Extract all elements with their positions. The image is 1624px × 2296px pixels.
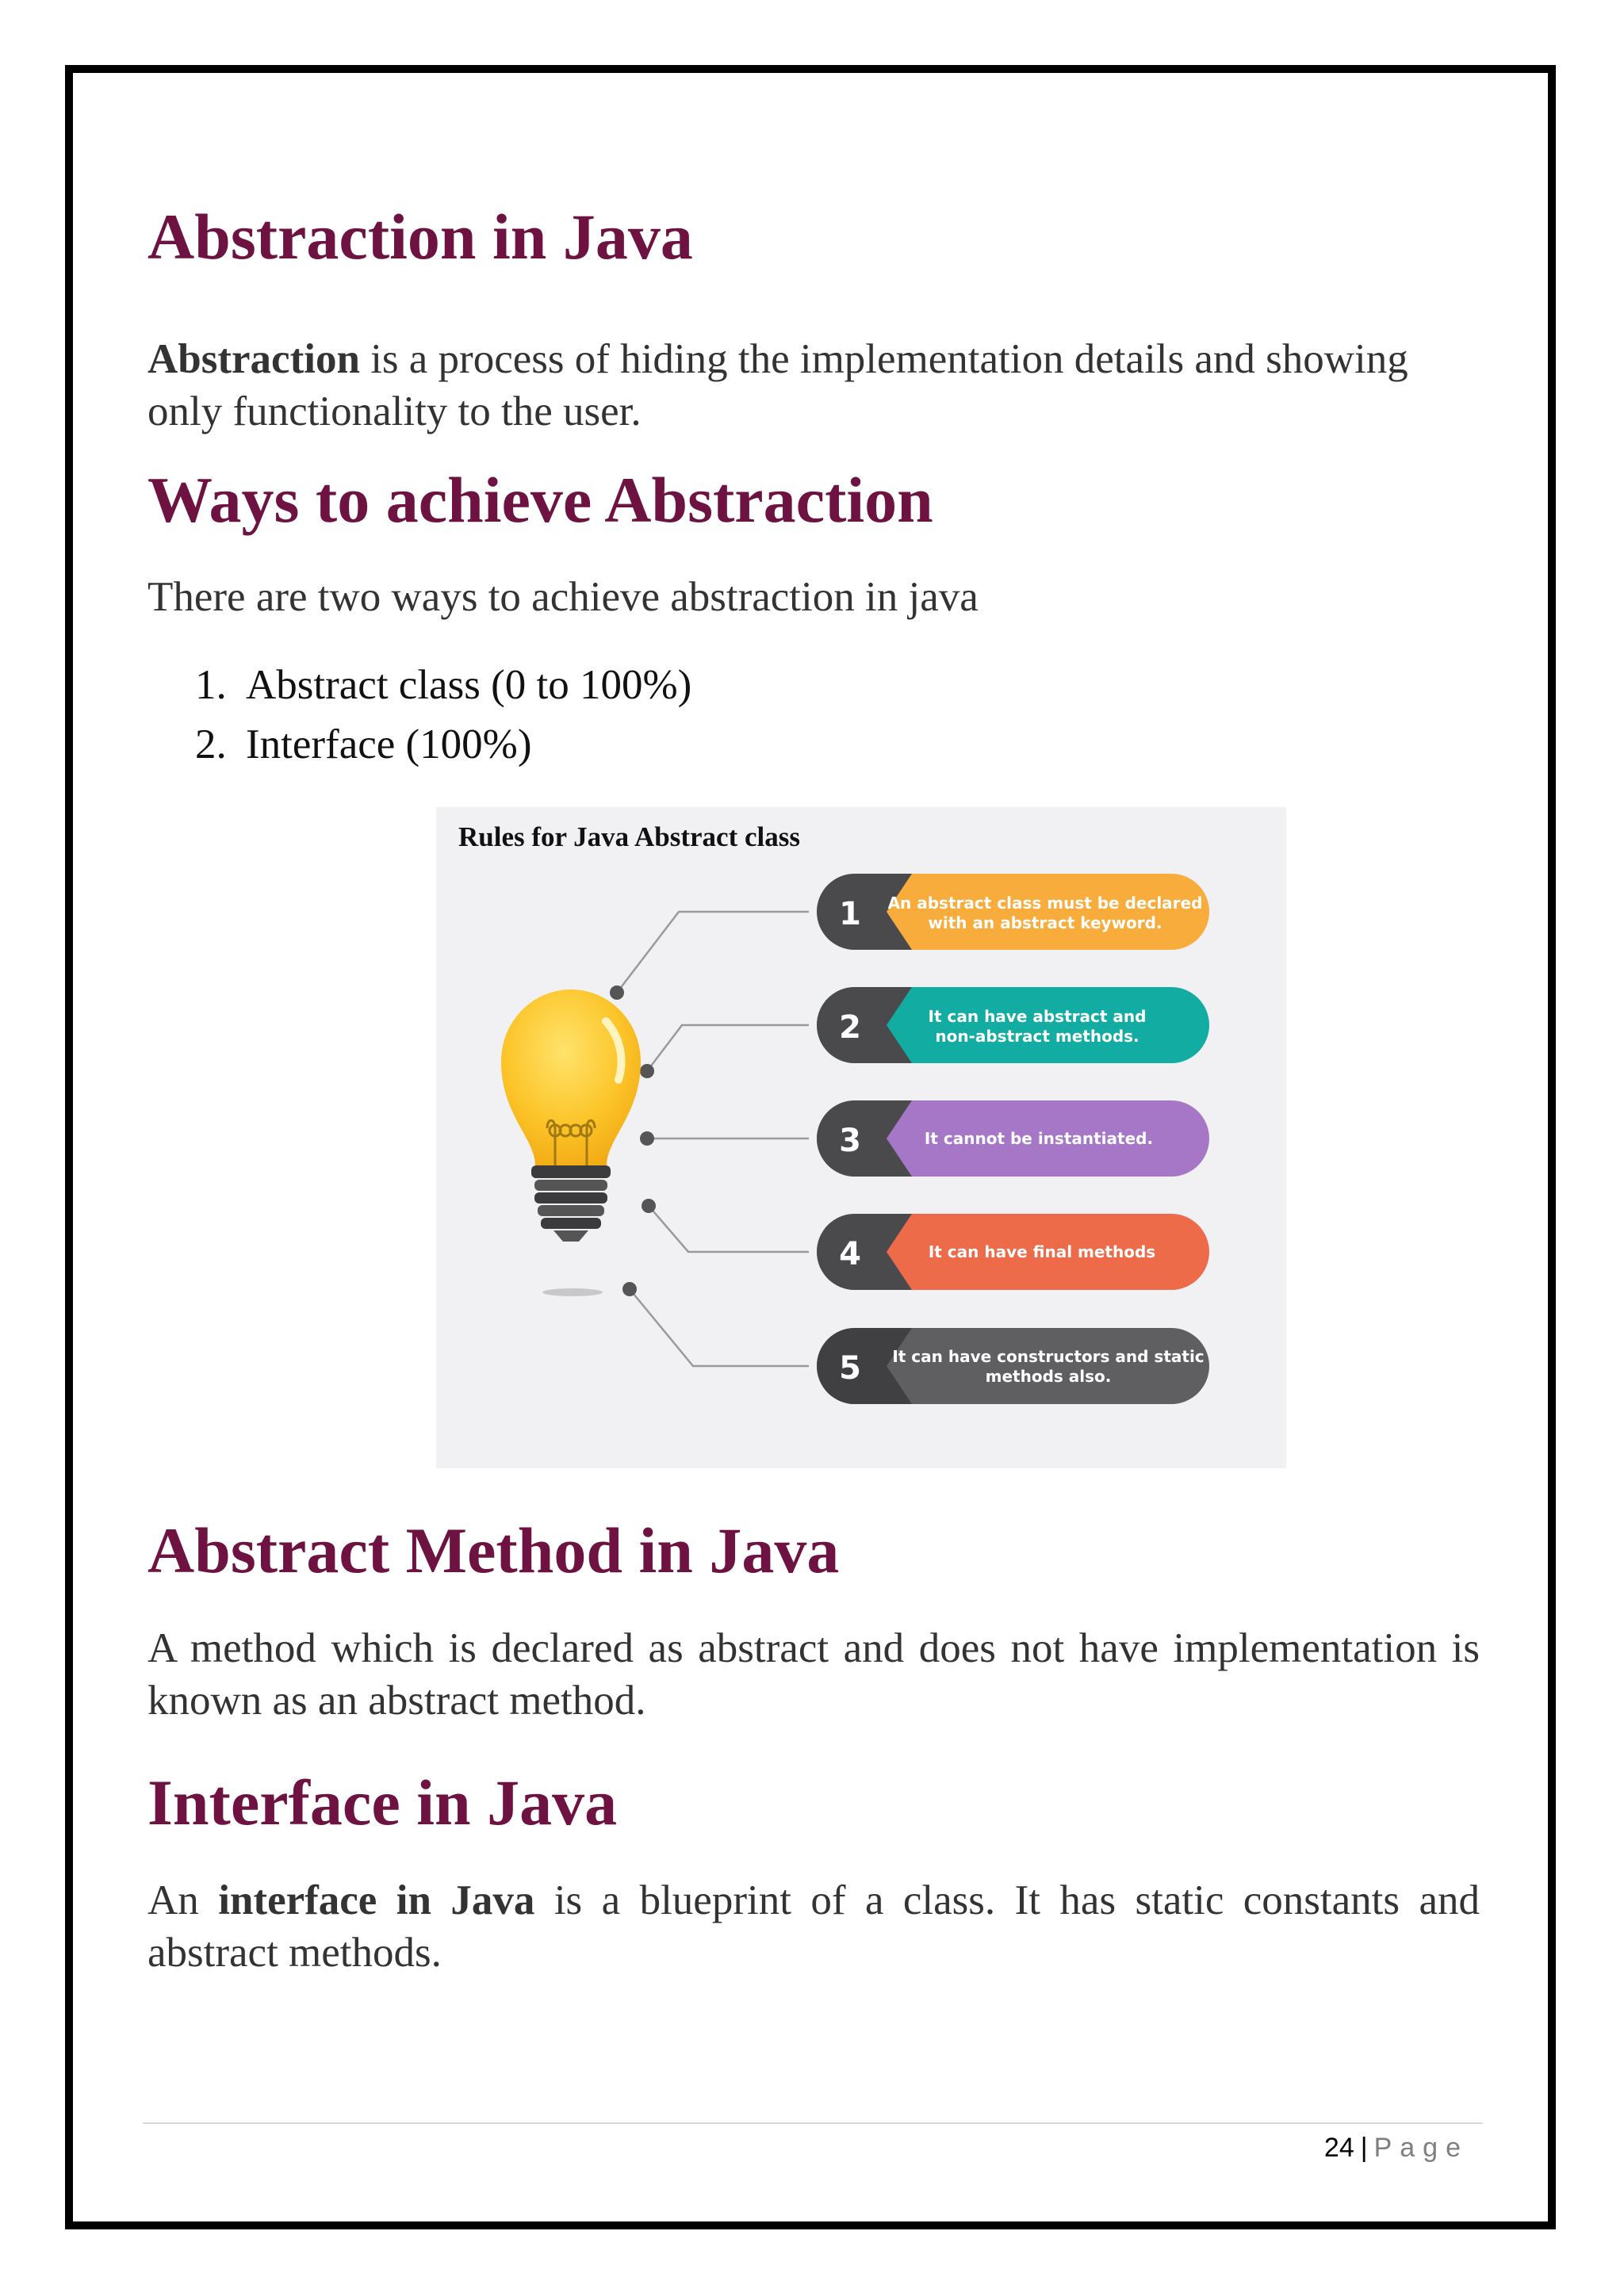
rule-text-line1: An abstract class must be declared: [887, 894, 1203, 913]
rule-number: 5: [839, 1350, 861, 1387]
rule-pill: [817, 874, 1209, 950]
interface-definition: [147, 1874, 1480, 1979]
rule-text-line2: non-abstract methods.: [935, 1027, 1139, 1046]
abstraction-text: is a process of hiding the implementation details and showing only functionality to the user.: [147, 336, 1408, 434]
rule-number: 2: [839, 1009, 861, 1046]
interface-text: is a blueprint of a class. It has static constants and abstract methods.: [147, 1877, 1480, 1976]
connector-line: [630, 1289, 809, 1366]
lightbulb-icon: [501, 989, 641, 1296]
ways-intro: There are two ways to achieve abstraction in java: [147, 574, 979, 620]
rule-number: 1: [839, 896, 861, 932]
interface-lead: An: [147, 1877, 219, 1923]
rule-text-line1: It can have abstract and: [928, 1007, 1147, 1026]
abstraction-definition: [147, 333, 1480, 438]
list-item-text: Abstract class (0 to 100%): [246, 662, 692, 708]
rule-text-line1: It cannot be instantiated.: [924, 1129, 1154, 1148]
rule-text-line2: methods also.: [985, 1367, 1112, 1386]
rule-pill: [817, 1214, 1209, 1290]
connector-dot: [610, 985, 624, 1000]
rule-pill: [817, 1100, 1209, 1177]
heading-abstraction: Abstraction in Java: [147, 201, 693, 273]
connector-line: [649, 1206, 809, 1252]
rule-pill: [817, 1328, 1209, 1404]
list-item-number: 2.: [195, 721, 227, 767]
rule-text-line1: It can have final methods: [928, 1242, 1156, 1261]
ways-list: [195, 656, 691, 775]
page-footer: [1324, 2133, 1469, 2164]
interface-term: interface in Java: [218, 1877, 535, 1923]
footer-separator: |: [1360, 2133, 1368, 2163]
page-number: 24: [1323, 2133, 1354, 2163]
rule-text-line1: It can have constructors and static: [892, 1347, 1205, 1366]
connector-dot: [642, 1199, 656, 1213]
figure-title: Rules for Java Abstract class: [458, 821, 800, 852]
heading-ways: Ways to achieve Abstraction: [147, 464, 933, 536]
connector-line: [617, 912, 809, 993]
rule-number: 3: [839, 1123, 861, 1159]
rules-diagram: [436, 807, 1286, 1468]
list-item: [195, 715, 691, 775]
connector-dot: [640, 1064, 654, 1078]
heading-abstract-method: Abstract Method in Java: [147, 1514, 840, 1586]
connector-dot: [640, 1131, 654, 1146]
abstraction-term: Abstraction: [147, 336, 360, 382]
footer-divider: [143, 2122, 1483, 2124]
abstract-method-definition: A method which is declared as abstract and does not have implementation is known as an abstract method.: [147, 1625, 1480, 1724]
list-item-number: 1.: [195, 662, 227, 708]
rule-number: 4: [839, 1236, 861, 1272]
list-item-text: Interface (100%): [246, 721, 532, 767]
connector-dot: [622, 1282, 637, 1296]
rule-pill: [817, 987, 1209, 1063]
heading-interface: Interface in Java: [147, 1766, 618, 1839]
rules-figure: [436, 807, 1286, 1468]
connector-line: [647, 1025, 809, 1071]
rule-text-line2: with an abstract keyword.: [928, 913, 1162, 932]
list-item: [195, 656, 691, 715]
page-label: Page: [1373, 2133, 1469, 2163]
